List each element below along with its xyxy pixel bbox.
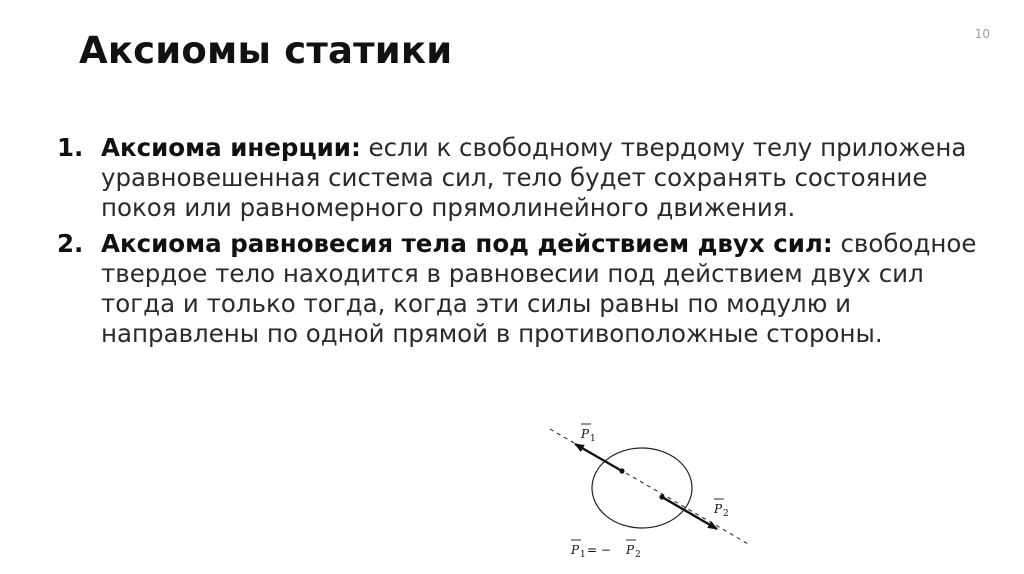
- two-forces-svg: [540, 412, 770, 574]
- equation-right-subscript: 2: [635, 550, 641, 560]
- force-p1-subscript: 1: [590, 434, 596, 444]
- force-p1-symbol: P: [581, 427, 590, 441]
- force-p2-label: [713, 499, 729, 519]
- force-equation: [570, 540, 641, 560]
- axiom-name: Аксиома инерции:: [101, 133, 361, 162]
- force-p2-subscript: 2: [723, 509, 729, 519]
- axiom-description: свободное твердое тело находится в равновесии под действием двух сил тогда и только тогда, когда эти силы равны по модулю и направлены по одной прямой в противоположные стороны.: [101, 229, 977, 348]
- page-number: 10: [974, 27, 990, 41]
- axiom-number: 1.: [57, 133, 84, 162]
- axiom-name: Аксиома равновесия тела под действием двух сил:: [101, 229, 833, 258]
- axiom-body: [101, 133, 987, 223]
- slide-title: Аксиомы статики: [79, 29, 453, 72]
- equation-left-symbol: P: [571, 543, 580, 557]
- rigid-body: [592, 448, 692, 528]
- axiom-number: 2.: [57, 229, 84, 258]
- equation-right-symbol: P: [626, 543, 635, 557]
- axiom-description: если к свободному твердому телу приложена уравновешенная система сил, тело будет сохранять состояние покоя или равномерного прямолинейного движения.: [101, 133, 967, 222]
- equation-left-subscript: 1: [580, 550, 586, 560]
- two-forces-diagram: [540, 412, 770, 574]
- force-p1-arrow: [575, 444, 622, 471]
- axiom-body: [101, 229, 987, 349]
- axiom-item-equilibrium: [57, 229, 987, 349]
- axiom-item-inertia: [57, 133, 987, 223]
- axiom-list: [57, 133, 987, 349]
- equation-operator: = −: [587, 543, 611, 557]
- force-p2-symbol: P: [714, 502, 723, 516]
- force-p1-label: [580, 424, 596, 444]
